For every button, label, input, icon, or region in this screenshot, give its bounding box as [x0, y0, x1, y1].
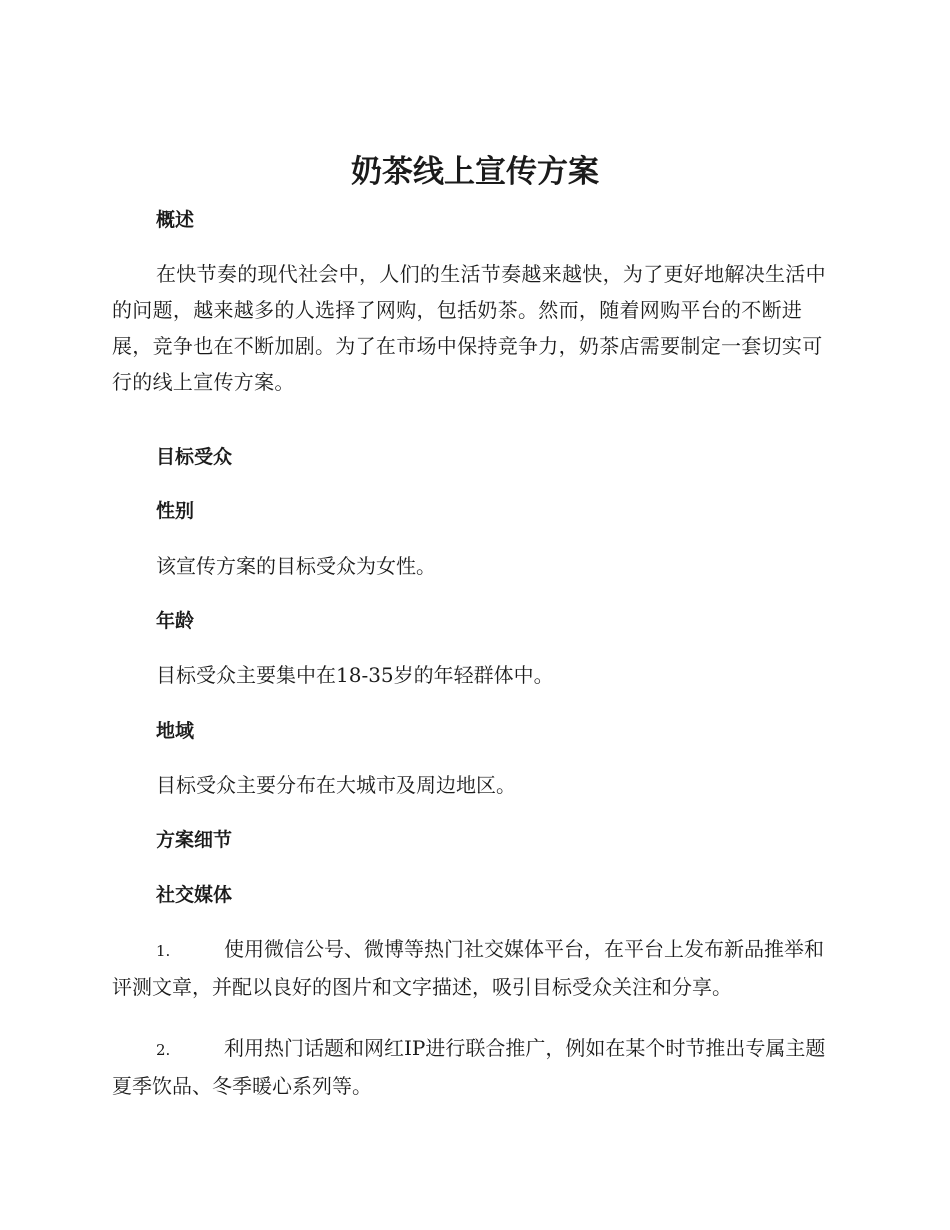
list-item-number: 2.: [156, 1041, 171, 1059]
region-paragraph: 目标受众主要分布在大城市及周边地区。: [156, 773, 516, 797]
section-heading-overview: 概述: [156, 209, 195, 231]
subheading-age: 年龄: [156, 610, 195, 632]
list-item-text: 使用微信公号、微博等热门社交媒体平台，在平台上发布新品推举和评测文章，并配以良好的图片和文字描述，吸引目标受众关注和分享。: [112, 937, 824, 999]
age-paragraph: 目标受众主要集中在18-35岁的年轻群体中。: [156, 663, 554, 687]
subheading-social-media: 社交媒体: [156, 884, 233, 906]
section-heading-details: 方案细节: [156, 829, 233, 851]
list-item-text: 利用热门话题和网红IP进行联合推广，例如在某个时节推出专属主题夏季饮品、冬季暖心系列等。: [112, 1036, 826, 1098]
list-item-number: 1.: [156, 942, 171, 960]
list-item: [112, 931, 832, 1005]
subheading-region: 地域: [156, 720, 195, 742]
overview-paragraph: 在快节奏的现代社会中，人们的生活节奏越来越快，为了更好地解决生活中的问题，越来越多的人选择了网购，包括奶茶。然而，随着网购平台的不断进展，竞争也在不断加剧。为了在市场中保持竞争力，奶茶店需要制定一套切实可行的线上宣传方案。: [112, 262, 826, 394]
section-heading-audience: 目标受众: [156, 446, 233, 468]
document-title: 奶茶线上宣传方案: [351, 154, 599, 190]
gender-paragraph: 该宣传方案的目标受众为女性。: [156, 554, 436, 578]
subheading-gender: 性别: [156, 500, 195, 522]
list-item: [112, 1030, 832, 1104]
